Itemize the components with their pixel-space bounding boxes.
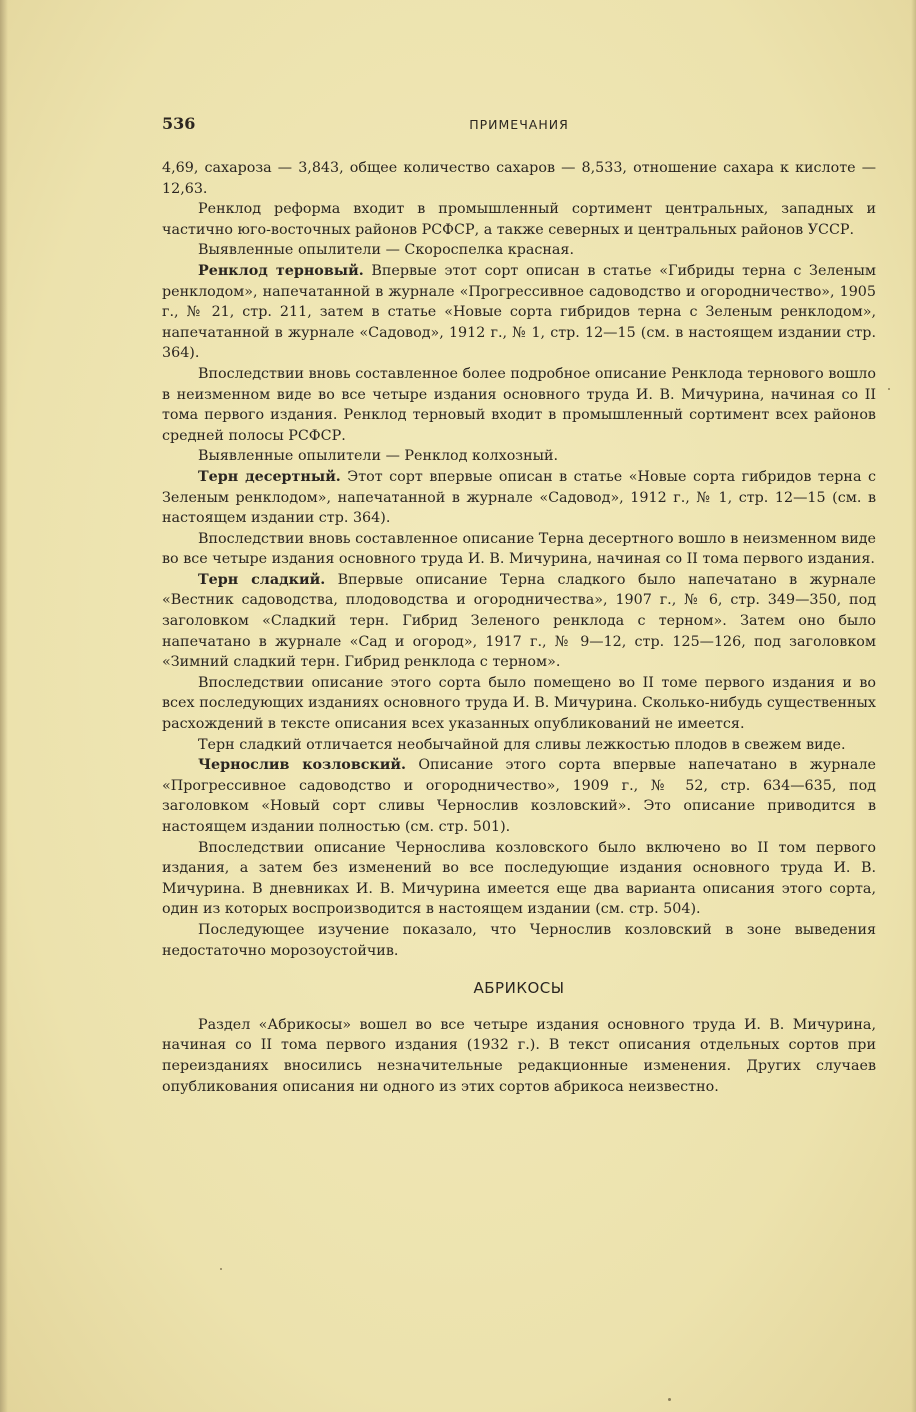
variety-name: Ренклод терновый. (198, 262, 364, 279)
paragraph: Раздел «Абрикосы» вошел во все четыре издания основного труда И. В. Мичурина, начиная со II тома первого издания (1932 г.). В текст описания отдельных сортов при переизданиях вносились незначительные редакционные изменения. Других случаев опубликования описания ни одного из этих сортов абрикоса неизвестно. (162, 1016, 876, 1095)
variety-name: Чернослив козловский. (198, 757, 406, 774)
running-title: ПРИМЕЧАНИЯ (469, 117, 569, 132)
paragraph: Ренклод реформа входит в промышленный сортимент центральных, западных и частично юго-восточных районов РСФСР, а также северных и центральных районов УССР. (162, 201, 876, 238)
page-edge-shadow (911, 0, 916, 1412)
paragraph-text: Впервые этот сорт описан в статье «Гибриды терна с Зеленым ренклодом», напечатанной в журнале «Прогрессивное садоводство и огородничество», 1905 г., № 21, стр. 211, затем в статье «Новые сорта гибридов терна с Зеленым ренклодом», напечатанной в журнале «Садовод», 1912 г., № 1, стр. 12—15 (см. в настоящем издании стр. 364). (162, 262, 876, 362)
page-number: 536 (162, 114, 196, 133)
page-edge-shadow (0, 0, 8, 1412)
variety-name: Терн сладкий. (198, 571, 326, 588)
paragraph (162, 570, 876, 673)
paragraph: Терн сладкий отличается необычайной для сливы лежкостью плодов в свежем виде. (198, 736, 846, 753)
page-header (162, 114, 876, 136)
paragraph: Последующее изучение показало, что Чернослив козловский в зоне выведения недостаточно морозоустойчив. (162, 921, 876, 959)
paragraph: Выявленные опылители — Скороспелка красная. (198, 242, 574, 259)
paragraph: Впоследствии описание Чернослива козловского было включено во II том первого издания, а затем без изменений во все последующие издания основного труда И. В. Мичурина. В дневниках И. В. Мичурина имеется еще два варианта описания этого сорта, один из которых воспроизводится в настоящем издании (см. стр. 504). (162, 839, 876, 918)
paper-speck (220, 1268, 222, 1270)
paper-speck (888, 388, 890, 390)
section-title: АБРИКОСЫ (473, 979, 565, 998)
paragraph: Впоследствии описание этого сорта было помещено во II томе первого издания и во всех последующих изданиях основного труда И. В. Мичурина. Сколько-нибудь существенных расхождений в тексте описания всех указанных опубликований не имеется. (162, 674, 876, 733)
paragraph-text: Этот сорт впервые описан в статье «Новые сорта гибридов терна с Зеленым ренклодом», напечатанной в журнале «Садовод», 1912 г., № 1, стр. 12—15 (см. в настоящем издании стр. 364). (162, 468, 876, 527)
paragraph: Выявленные опылители — Ренклод колхозный. (198, 448, 559, 465)
paper-speck (668, 1398, 671, 1401)
paragraph: Впоследствии вновь составленное описание Терна десертного вошло в неизменном виде во все четыре издания основного труда И. В. Мичурина, начиная со II тома первого издания. (162, 530, 876, 568)
paragraph (162, 755, 876, 837)
paragraph-text: Описание этого сорта впервые напечатано в журнале «Прогрессивное садоводство и огородничество», 1909 г., № 52, стр. 634—635, под заголовком «Новый сорт сливы Чернослив козловский». Это описание приводится в настоящем издании полностью (см. стр. 501). (162, 757, 876, 835)
document-body (162, 158, 876, 1097)
paragraph: 4,69, сахароза — 3,843, общее количество сахаров — 8,533, отношение сахара к кислоте — 12,63. (162, 160, 876, 197)
paragraph-text: Впервые описание Терна сладкого было напечатано в журнале «Вестник садоводства, плодоводства и огородничества», 1907 г., № 6, стр. 349—350, под заголовком «Сладкий терн. Гибрид Зеленого ренклода с терном». Затем оно было напечатано в журнале «Сад и огород», 1917 г., № 9—12, стр. 125—126, под заголовком «Зимний сладкий терн. Гибрид ренклода с терном». (162, 571, 876, 671)
variety-name: Терн десертный. (198, 468, 341, 485)
paragraph (162, 261, 876, 364)
paragraph: Впоследствии вновь составленное более подробное описание Ренклода тернового вошло в неизменном виде во все четыре издания основного труда И. В. Мичурина, начиная со II тома первого издания. Ренклод терновый входит в промышленный сортимент всех районов средней полосы РСФСР. (162, 365, 876, 444)
paragraph (162, 467, 876, 529)
